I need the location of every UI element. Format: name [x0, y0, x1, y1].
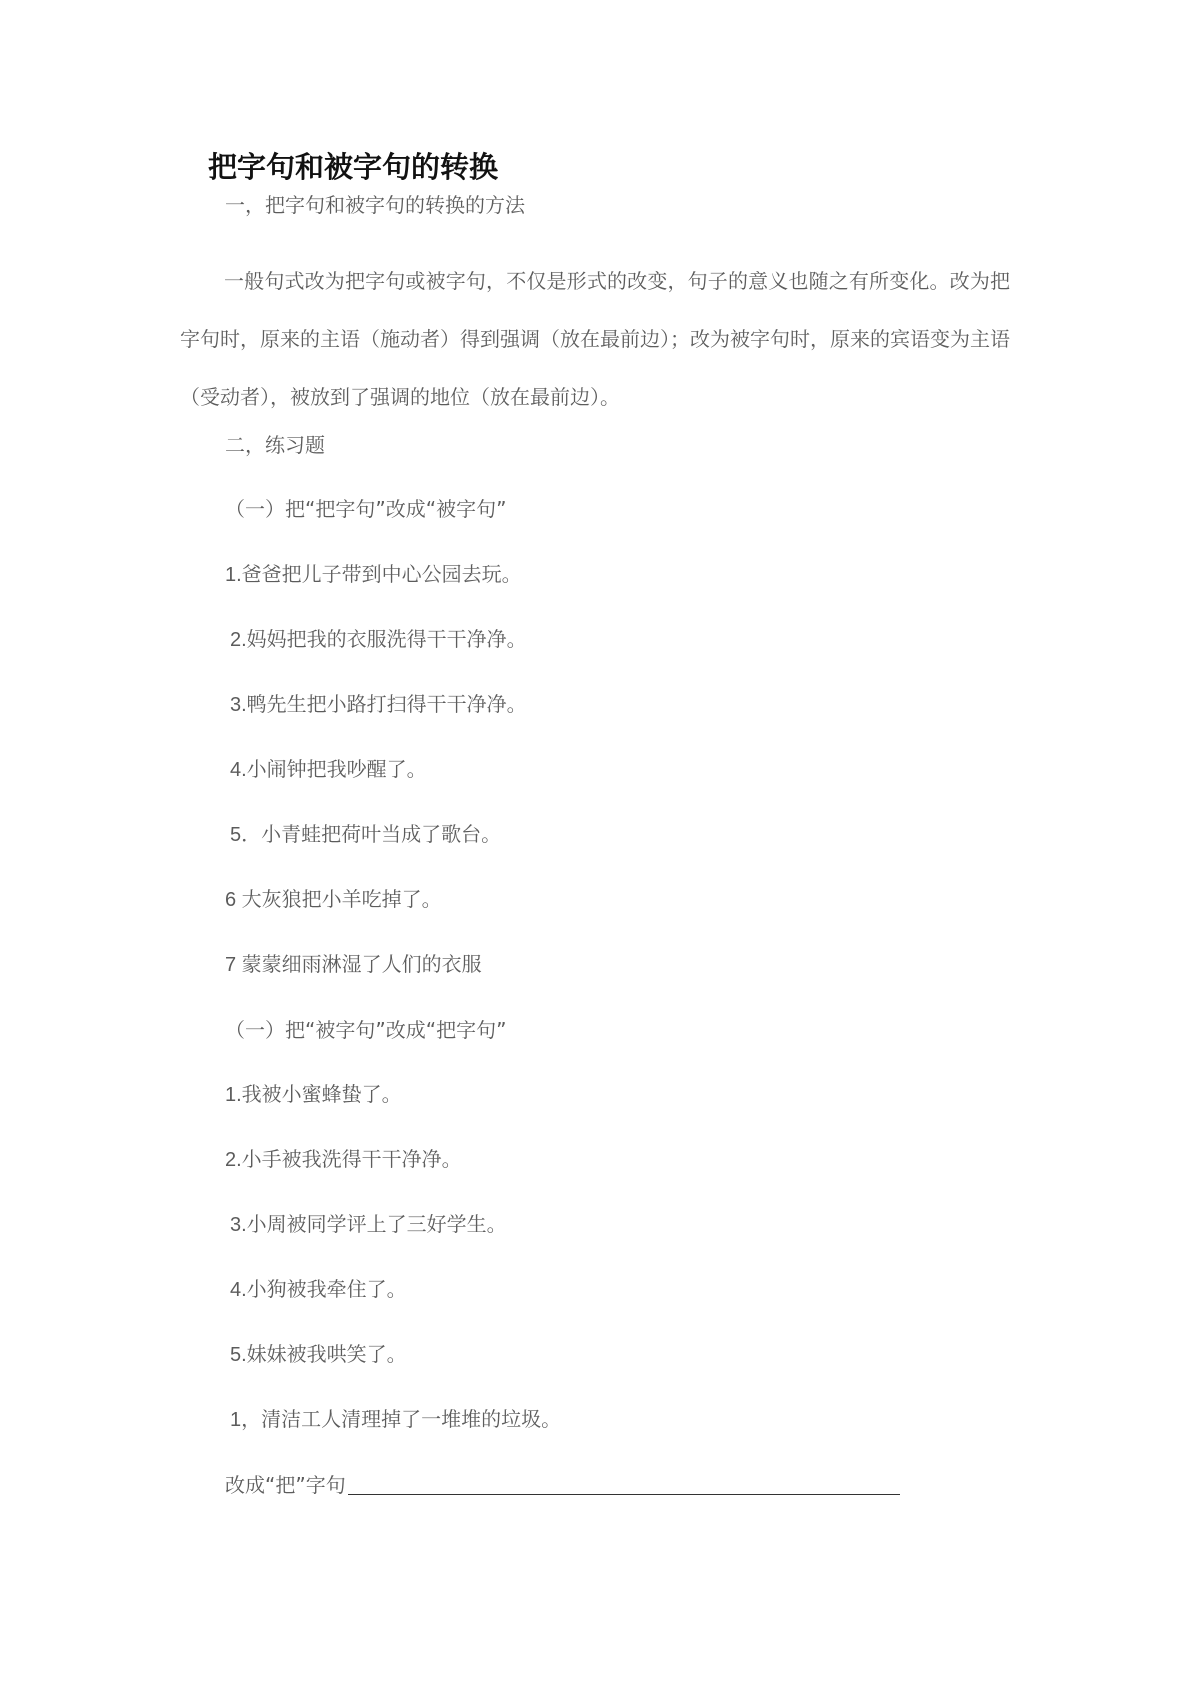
exercise-prompt: 改成“把”字句	[225, 1473, 346, 1497]
section-heading-method: 一，把字句和被字句的转换的方法	[225, 193, 525, 217]
part2-item: 3.小周被同学评上了三好学生。	[230, 1214, 507, 1236]
part1-heading: （一）把“把字句”改成“被字句”	[225, 497, 507, 521]
part2-item: 2.小手被我洗得干干净净。	[225, 1149, 462, 1171]
section-heading-exercises: 二，练习题	[225, 433, 325, 457]
part1-item: 2.妈妈把我的衣服洗得干干净净。	[230, 629, 527, 651]
part1-item: 3.鸭先生把小路打扫得干干净净。	[230, 694, 527, 716]
part2-item: 5.妹妹被我哄笑了。	[230, 1344, 407, 1366]
part1-item: 6 大灰狼把小羊吃掉了。	[225, 889, 442, 911]
document-title: 把字句和被字句的转换	[208, 150, 499, 184]
part1-item: 4.小闹钟把我吵醒了。	[230, 759, 427, 781]
exercise-answer-row	[225, 1473, 900, 1497]
part2-item: 4.小狗被我牵住了。	[230, 1279, 407, 1301]
method-paragraph: 一般句式改为把字句或被字句，不仅是形式的改变，句子的意义也随之有所变化。改为把字句时，原来的主语（施动者）得到强调（放在最前边）；改为被字句时，原来的宾语变为主语（受动者），被放到了强调的地位（放在最前边）。	[180, 269, 1010, 409]
answer-blank-line[interactable]	[348, 1476, 900, 1495]
part2-heading: （一）把“被字句”改成“把字句”	[225, 1018, 507, 1042]
exercise-sentence: 1，清洁工人清理掉了一堆堆的垃圾。	[230, 1409, 562, 1431]
part1-item: 7 蒙蒙细雨淋湿了人们的衣服	[225, 954, 482, 976]
part1-item: 5．小青蛙把荷叶当成了歌台。	[230, 824, 502, 846]
part2-item: 1.我被小蜜蜂蛰了。	[225, 1084, 402, 1106]
part1-item: 1.爸爸把儿子带到中心公园去玩。	[225, 564, 522, 586]
